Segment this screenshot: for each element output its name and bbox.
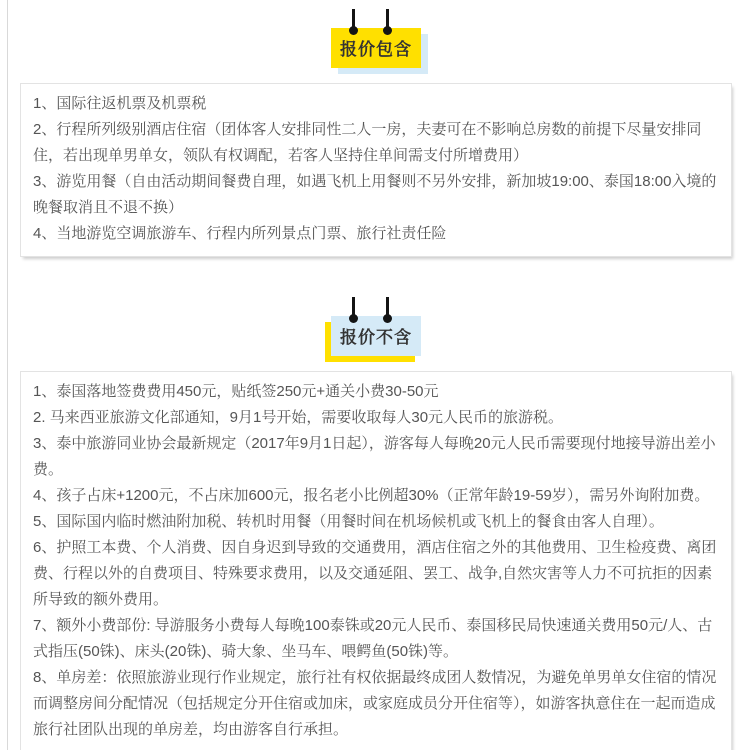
list-item: 5、国际国内临时燃油附加税、转机时用餐（用餐时间在机场候机或飞机上的餐食由客人自理）。 (33, 513, 664, 530)
push-pin-icon (386, 297, 389, 319)
push-pin-icon (386, 9, 389, 31)
list-item: 3、泰中旅游同业协会最新规定（2017年9月1日起），游客每人每晚20元人民币需要现付地接导游出差小费。 (33, 435, 716, 478)
list-item: 2、行程所列级别酒店住宿（团体客人安排同性二人一房，夫妻可在不影响总房数的前提下尽量安排同住，若出现单男单女，领队有权调配，若客人坚持住单间需支付所增费用） (33, 121, 702, 164)
quote-includes-box (20, 83, 732, 257)
page-left-rule (7, 0, 8, 750)
list-item: 3、游览用餐（自由活动期间餐费自理，如遇飞机上用餐则不另外安排，新加坡19:00、泰国18:00入境的晚餐取消且不退不换） (33, 173, 717, 216)
list-item: 4、孩子占床+1200元，不占床加600元，报名老小比例超30%（正常年龄19-59岁），需另外询附加费。 (33, 487, 710, 504)
quote-includes-title: 报价包含 (340, 40, 412, 59)
quote-excludes-box (20, 371, 732, 750)
section-header-includes (20, 0, 732, 68)
list-item: 6、护照工本费、个人消费、因自身迟到导致的交通费用，酒店住宿之外的其他费用、卫生检疫费、离团费、行程以外的自费项目、特殊要求费用，以及交通延阻、罢工、战争,自然灾害等人力不可抗拒的因素所导致的额外费用。 (33, 539, 717, 608)
list-item: 8、单房差：依照旅游业现行作业规定，旅行社有权依据最终成团人数情况，为避免单男单女住宿的情况而调整房间分配情况（包括规定分开住宿或加床，或家庭成员分开住宿等），如游客执意住在一起而造成旅行社团队出现的单房差，均由游客自行承担。 (33, 669, 717, 738)
push-pin-icon (352, 297, 355, 319)
list-item: 1、国际往返机票及机票税 (33, 95, 207, 112)
quote-excludes-title: 报价不含 (340, 328, 412, 347)
list-item: 7、额外小费部份: 导游服务小费每人每晚100泰铢或20元人民币、泰国移民局快速通关费用50元/人、古式指压(50铢)、床头(20铢)、骑大象、坐马车、喂鳄鱼(50铢)等。 (33, 617, 713, 660)
list-item: 1、泰国落地签费费用450元，贴纸签250元+通关小费30-50元 (33, 383, 439, 400)
list-item: 4、当地游览空调旅游车、行程内所列景点门票、旅行社责任险 (33, 225, 447, 242)
quote-excludes-badge (331, 316, 421, 356)
quote-includes-badge (331, 28, 421, 68)
list-item: 2. 马来西亚旅游文化部通知，9月1号开始，需要收取每人30元人民币的旅游税。 (33, 409, 564, 426)
push-pin-icon (352, 9, 355, 31)
section-header-excludes (20, 288, 732, 356)
content-column (20, 0, 732, 750)
